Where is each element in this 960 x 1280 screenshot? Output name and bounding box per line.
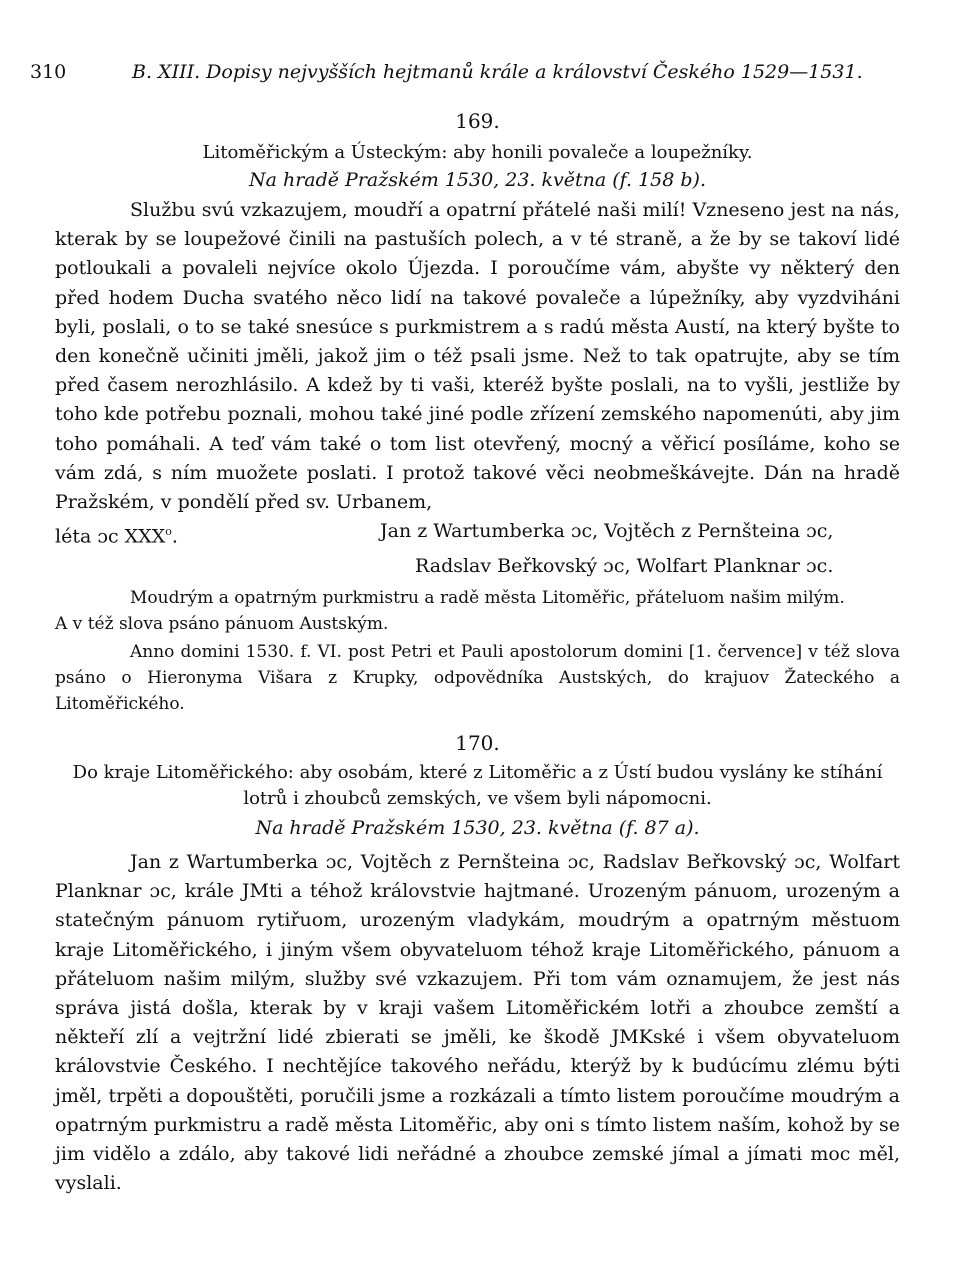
body-paragraph: Službu svú vzkazujem, moudří a opatrní přátelé naši milí! Vzneseno jest na nás, kterak by se loupežové činili na pastuších polech, a v té straně, a že by se takoví lidé potloukali a povaleli nejvíce okolo Újezda. I poroučíme vám, abyšte vy některý den před hodem Ducha svatého něco lidí na takové povaleče a lúpežníky, aby vyzdviháni byli, poslali, o to se také snesúce s purkmistrem a s radú města Austí, na který byšte to den konečně učiniti jměli, jakož jim o též psali jsme. Než to tak opatrujte, aby se tím před časem nerozhlásilo. A kdež by ti vaši, kteréž byšte poslali, na to vyšli, jestliže by toho kde potřebu poznali, mohou také jiné podle zřízení zemského napomenúti, aby jim toho pomáhali. A teď vám také o tom list otevřený, mocný a věřicí posíláme, koho se vám zdá, s ním muožete poslati. I protož takové věci neobmeškávejte. Dán na hradě Pražském, v pondělí před sv. Urbanem, (55, 199, 900, 514)
document-169 (55, 106, 900, 717)
running-title: B. XIII. Dopisy nejvyšších hejtmanů krále a království Českého 1529—1531. (132, 61, 863, 83)
closing-date-suffix: . (171, 525, 178, 548)
running-header (30, 58, 930, 86)
signature-line-2: Radslav Beřkovský ɔc, Wolfart Planknar ɔc. (415, 554, 834, 577)
document-dateline: Na hradě Pražském 1530, 23. května (f. 87 a). (255, 817, 700, 839)
document-number: 169. (455, 109, 500, 133)
address-block (55, 585, 900, 717)
closing-line (55, 517, 900, 552)
document-body (55, 196, 900, 517)
document-170 (55, 728, 900, 1198)
closing-date (55, 517, 178, 552)
signature-line-2-row (55, 552, 900, 581)
closing-date-sup: o (165, 525, 172, 539)
document-body (55, 848, 900, 1198)
closing-date-text: léta ɔc XXX (55, 525, 166, 548)
document-number: 170. (455, 731, 500, 755)
page-number: 310 (30, 61, 67, 83)
document-dateline: Na hradě Pražském 1530, 23. května (f. 158 b). (248, 169, 707, 191)
address-line-1: Moudrým a opatrným purkmistru a radě města Litoměřic, přáteluom našim milým. (130, 587, 845, 608)
document-summary: Do kraje Litoměřického: aby osobám, které z Litoměřic a z Ústí budou vyslány ke stíhání lotrů i zhoubců zemských, ve všem byli nápomocni. (72, 762, 883, 809)
archival-note: Anno domini 1530. f. VI. post Petri et Pauli apostolorum domini [1. července] v též slova psáno o Hieronyma Višara z Krupky, odpovědníka Austských, do krajuov Žateckého a Litoměřického. (55, 641, 900, 714)
body-paragraph: Jan z Wartumberka ɔc, Vojtěch z Pernšteina ɔc, Radslav Beřkovský ɔc, Wolfart Planknar ɔc, krále JMti a téhož královstvie hajtmané. Urozeným pánuom, urozeným a statečným pánuom rytiřuom, urozeným vladykám, moudrým a opatrným městuom kraje Litoměřického, i jiným všem obyvateluom téhož kraje Litoměřického, pánuom a přáteluom našim milým, služby své vzkazujem. Při tom vám oznamujem, že jest nás správa jistá došla, kterak by v kraji vašem Litoměřickém lotři a zhoubce zemští a někteří zlí a vejtržní lidé zbierati se jměli, ke škodě JMKské i všem obyvateluom královstvie Českého. I nechtějíce takového neřádu, kterýž by k budúcímu zlému býti jměl, trpěti a dopouštěti, poručili jsme a rozkázali a tímto listem poroučíme moudrým a opatrným purkmistru a radě města Litoměřic, aby oni s tímto listem naším, kohož by se jim vidělo a zdálo, aby takové lidi neřádné a zhoubce zemské jímal a jímati moc měl, vyslali. (55, 851, 900, 1195)
address-line-2: A v též slova psáno pánuom Austským. (55, 613, 389, 634)
document-summary: Litoměřickým a Ústeckým: aby honili povaleče a loupežníky. (202, 142, 753, 163)
signature-line-1: Jan z Wartumberka ɔc, Vojtěch z Pernšteina ɔc, (380, 520, 834, 543)
